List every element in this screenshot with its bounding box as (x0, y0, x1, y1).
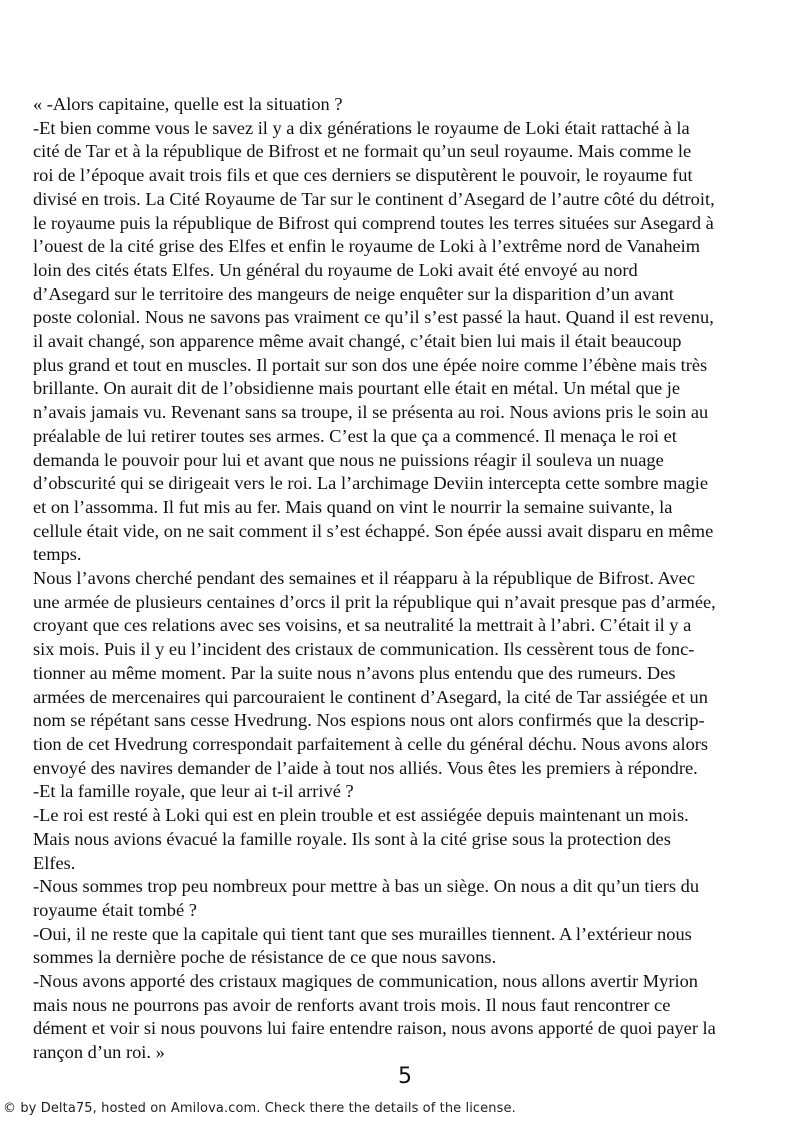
text-line: armées de mercenaires qui parcouraient le continent d’Asegard, la cité de Tar assiégée et un (33, 686, 708, 707)
text-line: dément et voir si nous pouvons lui faire entendre raison, nous avons apporté de quoi payer la (33, 1018, 716, 1039)
paragraph-royal-family-answer (33, 804, 783, 875)
text-line: six mois. Puis il y eu l’incident des cristaux de communication. Ils cessèrent tous de fonc- (33, 639, 695, 660)
text-line: cité de Tar et à la république de Bifrost et ne formait qu’un seul royaume. Mais comme le (33, 141, 692, 162)
text-line: rançon d’un roi. » (33, 1042, 165, 1063)
text-line: roi de l’époque avait trois fils et que ces derniers se disputèrent le pouvoir, le royaume fut (33, 165, 693, 186)
page-number: 5 (398, 1064, 412, 1089)
paragraph-royal-family-question (33, 780, 783, 804)
paragraph-capital-answer (33, 923, 783, 970)
text-line: -Nous avons apporté des cristaux magiques de communication, nous allons avertir Myrion (33, 971, 698, 992)
text-line: et on l’assomma. Il fut mis au fer. Mais quand on vint le nourrir la semaine suivante, la (33, 496, 673, 517)
text-line: demanda le pouvoir pour lui et avant que nous ne puissions réagir il souleva un nuage (33, 449, 664, 470)
text-line: plus grand et tout en muscles. Il portait sur son dos une épée noire comme l’ébène mais très (33, 354, 708, 375)
text-line: -Oui, il ne reste que la capitale qui tient tant que ses murailles tiennent. A l’extérieur nous (33, 923, 692, 944)
paragraph-crystals-plan (33, 970, 783, 1065)
text-line: divisé en trois. La Cité Royaume de Tar sur le continent d’Asegard de l’autre côté du détroit, (33, 188, 715, 209)
text-line: brillante. On aurait dit de l’obsidienne mais pourtant elle était en métal. Un métal que je (33, 378, 681, 399)
text-line: il avait changé, son apparence même avait changé, c’était bien lui mais il était beaucoup (33, 331, 682, 352)
paragraph-siege-question (33, 875, 783, 922)
text-line: une armée de plusieurs centaines d’orcs il prit la république qui n’avait presque pas d’armée, (33, 591, 716, 612)
text-line: croyant que ces relations avec ses voisins, et sa neutralité la mettrait à l’abri. C’était il y a (33, 615, 692, 636)
text-line: envoyé des navires demander de l’aide à tout nos alliés. Vous êtes les premiers à répondre. (33, 757, 698, 778)
text-line: tion de cet Hvedrung correspondait parfaitement à celle du général déchu. Nous avons alors (33, 733, 709, 754)
text-line: tionner au même moment. Par la suite nous n’avons plus entendu que des rumeurs. Des (33, 662, 676, 683)
text-line: nom se répétant sans cesse Hvedrung. Nos espions nous ont alors confirmés que la descrip- (33, 710, 705, 731)
license-footer: © by Delta75, hosted on Amilova.com. Check there the details of the license. (3, 1101, 516, 1116)
text-line: -Le roi est resté à Loki qui est en plein trouble et est assiégée depuis maintenant un mois. (33, 805, 689, 826)
text-line: Mais nous avions évacué la famille royale. Ils sont à la cité grise sous la protection des (33, 828, 671, 849)
story-text (33, 93, 783, 1065)
text-line: temps. (33, 544, 82, 565)
text-line: royaume était tombé ? (33, 899, 197, 920)
text-line: poste colonial. Nous ne savons pas vraiment ce qu’il s’est passé la haut. Quand il est revenu, (33, 307, 714, 328)
text-line: préalable de lui retirer toutes ses armes. C’est la que ça a commencé. Il menaça le roi et (33, 425, 677, 446)
text-line: d’obscurité qui se dirigeait vers le roi. La l’archimage Deviin intercepta cette sombre magie (33, 473, 709, 494)
text-line: sommes la dernière poche de résistance de ce que nous savons. (33, 947, 497, 968)
text-line: -Nous sommes trop peu nombreux pour mettre à bas un siège. On nous a dit qu’un tiers du (33, 876, 700, 897)
text-line: l’ouest de la cité grise des Elfes et enfin le royaume de Loki à l’extrême nord de Vanaheim (33, 236, 701, 257)
text-line: -Et la famille royale, que leur ai t-il arrivé ? (33, 781, 354, 802)
text-line: Nous l’avons cherché pendant des semaines et il réapparu à la république de Bifrost. Avec (33, 568, 695, 589)
paragraph-captain-history (33, 117, 783, 567)
text-line: -Et bien comme vous le savez il y a dix générations le royaume de Loki était rattaché à la (33, 117, 690, 138)
text-line: loin des cités états Elfes. Un général du royaume de Loki avait été envoyé au nord (33, 259, 638, 280)
text-line: mais nous ne pourrons pas avoir de renforts avant trois mois. Il nous faut rencontrer ce (33, 994, 671, 1015)
text-line: Elfes. (33, 852, 76, 873)
paragraph-bifrost-events (33, 567, 783, 780)
text-line: « -Alors capitaine, quelle est la situation ? (33, 94, 343, 114)
paragraph-opening-question (33, 93, 783, 117)
text-line: cellule était vide, on ne sait comment il s’est échappé. Son épée aussi avait disparu en même (33, 520, 714, 541)
text-line: n’avais jamais vu. Revenant sans sa troupe, il se présenta au roi. Nous avions pris le soin au (33, 402, 709, 423)
text-line: le royaume puis la république de Bifrost qui comprend toutes les terres situées sur Asegard à (33, 212, 714, 233)
text-line: d’Asegard sur le territoire des mangeurs de neige enquêter sur la disparition d’un avant (33, 283, 674, 304)
